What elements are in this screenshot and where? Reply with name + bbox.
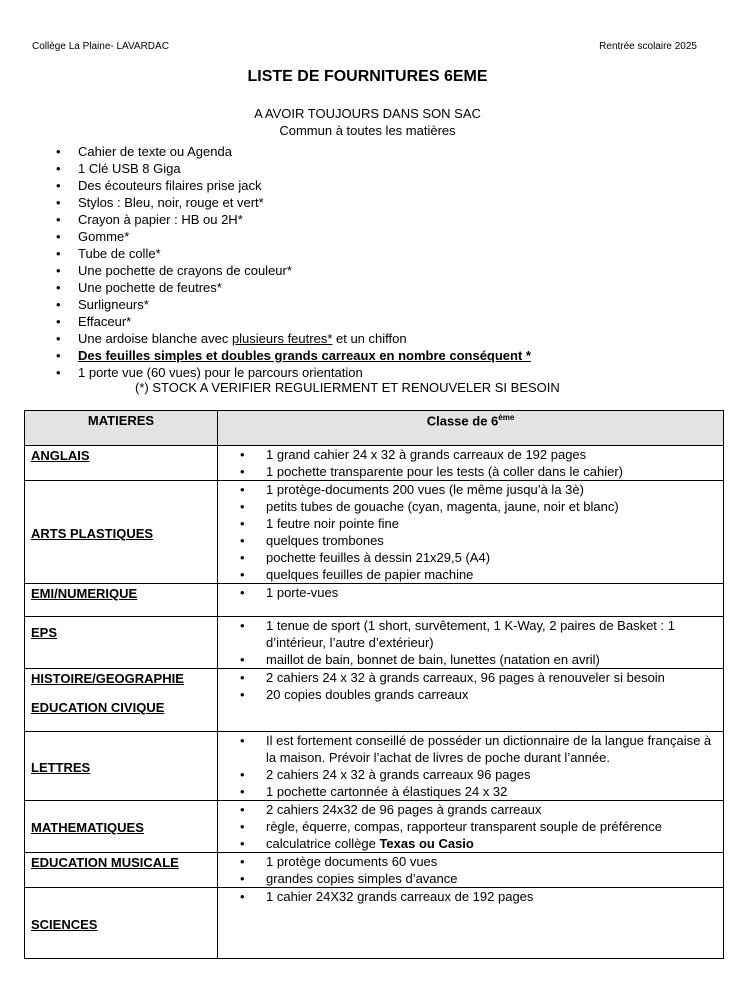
items-cell — [218, 481, 724, 584]
list-item: • 1 porte-vues — [218, 584, 723, 601]
stock-note: (*) STOCK A VERIFIER REGULIERMENT ET RENOUVELER SI BESOIN — [135, 380, 560, 395]
ardoise-underlined: plusieurs feutres* — [231, 331, 333, 346]
subject-musique: EDUCATION MUSICALE — [31, 855, 179, 870]
list-item — [218, 835, 723, 852]
ardoise-text-end: et un chiffon — [332, 331, 407, 346]
list-item-feuilles — [56, 347, 531, 364]
items-cell — [218, 446, 724, 481]
list-item: • 1 porte vue (60 vues) pour le parcours orientation — [56, 364, 531, 381]
list-item: • Des écouteurs filaires prise jack — [56, 177, 531, 194]
subject-eps: EPS — [31, 625, 58, 640]
list-item: • quelques trombones — [218, 532, 723, 549]
subject-lettres: LETTRES — [31, 759, 91, 775]
subject-cell — [25, 732, 218, 801]
list-item: • Il est fortement conseillé de posséder un dictionnaire de la langue française à la maison. Prévoir l’achat de livres de poche durant l’année. — [218, 732, 723, 766]
list-item: • 1 protège documents 60 vues — [218, 853, 723, 870]
subtitle-always-in-bag: A AVOIR TOUJOURS DANS SON SAC — [254, 106, 481, 121]
ardoise-text: Une ardoise blanche avec — [78, 331, 232, 346]
table-row — [25, 446, 724, 481]
list-item: • 1 Clé USB 8 Giga — [56, 160, 531, 177]
list-item: • 1 grand cahier 24 x 32 à grands carreaux de 192 pages — [218, 446, 723, 463]
items-cell — [218, 617, 724, 669]
header-matieres: MATIERES — [25, 411, 218, 446]
list-item: • Une pochette de crayons de couleur* — [56, 262, 531, 279]
list-item: • quelques feuilles de papier machine — [218, 566, 723, 583]
list-item: • Effaceur* — [56, 313, 531, 330]
subject-histoire: HISTOIRE/GEOGRAPHIE — [31, 671, 184, 686]
list-item: • 1 cahier 24X32 grands carreaux de 192 pages — [218, 888, 723, 905]
subject-anglais: ANGLAIS — [31, 448, 90, 463]
list-item: • Surligneurs* — [56, 296, 531, 313]
list-item: • 1 pochette transparente pour les tests (à coller dans le cahier) — [218, 463, 723, 480]
list-item: • règle, équerre, compas, rapporteur transparent souple de préférence — [218, 818, 723, 835]
feuilles-text: Des feuilles simples et doubles grands carreaux en nombre conséquent * — [78, 348, 531, 363]
list-item: • pochette feuilles à dessin 21x29,5 (A4) — [218, 549, 723, 566]
subject-maths: MATHEMATIQUES — [31, 820, 144, 835]
subject-education-civique: EDUCATION CIVIQUE — [31, 700, 165, 715]
header-classe-sup: ème — [498, 413, 515, 422]
list-item: • Crayon à papier : HB ou 2H* — [56, 211, 531, 228]
table-row — [25, 888, 724, 959]
table-row — [25, 853, 724, 888]
table-row — [25, 617, 724, 669]
items-cell — [218, 584, 724, 617]
list-item: • 1 protège-documents 200 vues (le même jusqu’à la 3è) — [218, 481, 723, 498]
items-cell — [218, 888, 724, 959]
list-item: • 1 feutre noir pointe fine — [218, 515, 723, 532]
list-item: • 2 cahiers 24x32 de 96 pages à grands carreaux — [218, 801, 723, 818]
list-item: • 1 pochette cartonnée à élastiques 24 x 32 — [218, 783, 723, 800]
subject-cell — [25, 853, 218, 888]
header-classe-text: Classe de 6 — [426, 413, 499, 429]
supplies-table — [24, 410, 724, 959]
subtitle-common-subjects: Commun à toutes les matières — [279, 123, 456, 138]
list-item: • Stylos : Bleu, noir, rouge et vert* — [56, 194, 531, 211]
list-item: • Une pochette de feutres* — [56, 279, 531, 296]
list-item: • 2 cahiers 24 x 32 à grands carreaux, 96 pages à renouveler si besoin — [218, 669, 723, 686]
list-item: • maillot de bain, bonnet de bain, lunettes (natation en avril) — [218, 651, 723, 668]
list-item: • 2 cahiers 24 x 32 à grands carreaux 96 pages — [218, 766, 723, 783]
header-classe — [218, 411, 724, 446]
calculator-text: calculatrice collège — [266, 836, 380, 851]
table-row — [25, 584, 724, 617]
subject-cell — [25, 617, 218, 669]
subject-cell — [25, 481, 218, 584]
list-item: • Cahier de texte ou Agenda — [56, 143, 531, 160]
list-item: • 1 tenue de sport (1 short, survêtement, 1 K-Way, 2 paires de Basket : 1 d’intérieur, l’autre d’extérieur) — [218, 617, 723, 651]
school-year: Rentrée scolaire 2025 — [599, 41, 697, 52]
subject-arts: ARTS PLASTIQUES — [31, 525, 154, 541]
subject-cell — [25, 584, 218, 617]
items-cell — [218, 801, 724, 853]
calculator-brands: Texas ou Casio — [379, 836, 474, 851]
page-title: LISTE DE FOURNITURES 6EME — [247, 68, 488, 85]
items-cell — [218, 669, 724, 732]
subject-cell — [25, 446, 218, 481]
table-header-row — [25, 411, 724, 446]
list-item: • petits tubes de gouache (cyan, magenta, jaune, noir et blanc) — [218, 498, 723, 515]
subject-sciences: SCIENCES — [31, 916, 98, 932]
table-row — [25, 732, 724, 801]
table-row — [25, 669, 724, 732]
items-cell — [218, 732, 724, 801]
table-row — [25, 481, 724, 584]
items-cell — [218, 853, 724, 888]
subject-cell — [25, 801, 218, 853]
subject-cell — [25, 669, 218, 732]
list-item: • 20 copies doubles grands carreaux — [218, 686, 723, 703]
list-item-ardoise — [56, 330, 531, 347]
subject-emi: EMI/NUMERIQUE — [31, 586, 138, 601]
common-supplies-list — [56, 143, 531, 381]
school-name: Collège La Plaine- LAVARDAC — [32, 41, 169, 52]
table-row — [25, 801, 724, 853]
list-item: • Gomme* — [56, 228, 531, 245]
list-item: • grandes copies simples d’avance — [218, 870, 723, 887]
subject-cell — [25, 888, 218, 959]
list-item: • Tube de colle* — [56, 245, 531, 262]
